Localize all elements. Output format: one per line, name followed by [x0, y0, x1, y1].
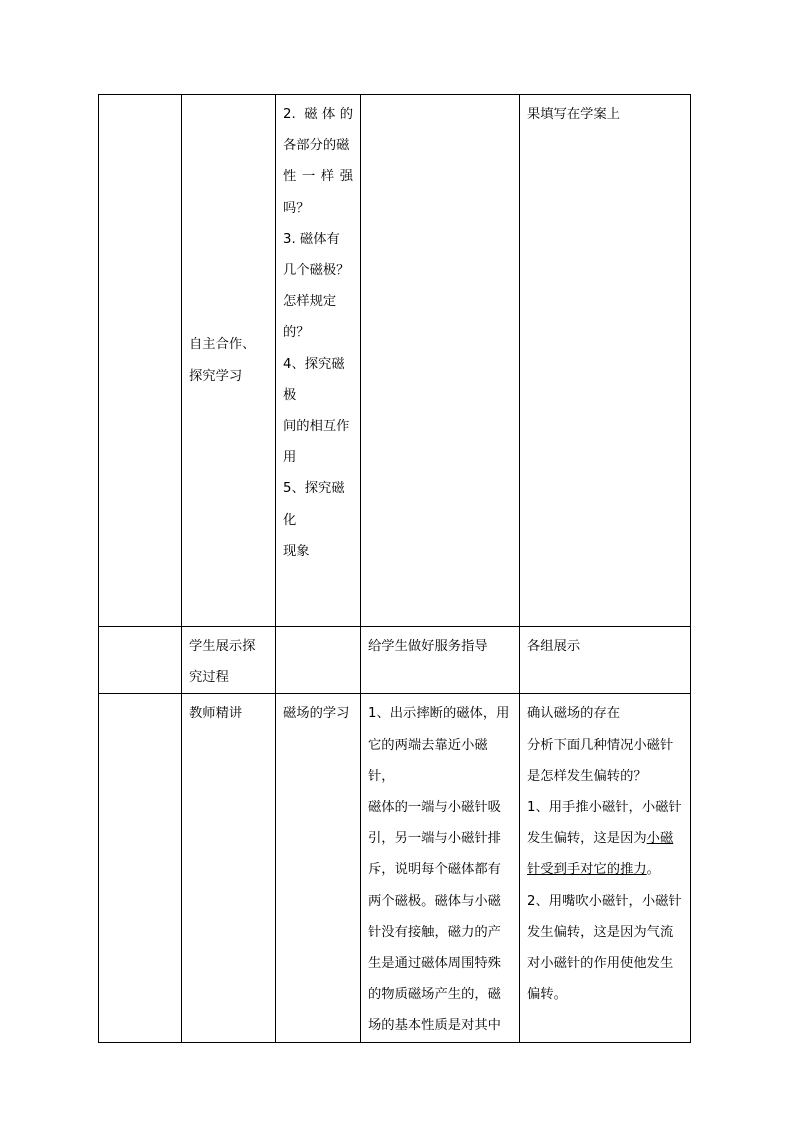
- teacher-line: 场的基本性质是对其中: [368, 1018, 501, 1034]
- teacher-cell: [361, 627, 520, 694]
- stage-cell: [182, 95, 276, 627]
- content-line: 间的相互作: [283, 419, 350, 435]
- student-line: 1、用手推小磁针，小磁针: [527, 800, 682, 816]
- stage-label: 学生展示探究过程: [189, 639, 256, 686]
- teacher-line: 的物质磁场产生的，磁: [368, 987, 501, 1003]
- content-line: 性一样强: [283, 169, 353, 185]
- teacher-line: 磁体的一端与小磁针吸: [368, 800, 501, 816]
- teacher-line: 引，另一端与小磁针排: [368, 831, 501, 847]
- table-row: [99, 95, 691, 627]
- content-line: 4、探究磁极: [283, 356, 345, 403]
- student-line: 分析下面几种情况小磁针: [527, 737, 674, 753]
- teacher-cell: [361, 95, 520, 627]
- blank-cell: [99, 95, 182, 627]
- table-row: [99, 627, 691, 694]
- table-row: [99, 694, 691, 1042]
- student-cell: [520, 95, 691, 627]
- stage-label: 自主合作、探究学习: [189, 337, 256, 384]
- content-cell: [276, 694, 361, 1042]
- teacher-text: 给学生做好服务指导: [368, 639, 488, 654]
- content-line: 怎样规定: [283, 294, 337, 310]
- lesson-plan-table: [98, 94, 691, 1043]
- underlined-answer: 针受到手对它的推力: [527, 862, 647, 878]
- student-text: 各组展示: [527, 639, 581, 654]
- student-line: 确认磁场的存在: [527, 706, 621, 722]
- content-text: 磁场的学习: [283, 706, 350, 722]
- student-cell: [520, 694, 691, 1042]
- teacher-line: 斥，说明每个磁体都有: [368, 862, 501, 878]
- student-line-part: 。: [646, 862, 660, 878]
- teacher-line: 针没有接触，磁力的产: [368, 924, 501, 940]
- content-line: 用: [283, 450, 297, 466]
- teacher-line: 两个磁极。磁体与小磁: [368, 893, 501, 909]
- stage-cell: [182, 627, 276, 694]
- student-text: 果填写在学案上: [527, 107, 621, 122]
- content-line: 5、探究磁化: [283, 481, 345, 528]
- content-line: 吗？: [283, 200, 310, 216]
- student-line: 发生偏转，这是因为气流: [527, 924, 674, 940]
- content-line: 3. 磁体有: [283, 231, 340, 247]
- teacher-cell: [361, 694, 520, 1042]
- stage-cell: [182, 694, 276, 1042]
- student-line: 是怎样发生偏转的？: [527, 768, 647, 784]
- student-line: [527, 854, 683, 885]
- blank-cell: [99, 627, 182, 694]
- student-line-part: 发生偏转，这是因为: [527, 831, 647, 847]
- student-cell: [520, 627, 691, 694]
- content-line: 各部分的磁: [283, 138, 350, 154]
- stage-label: 教师精讲: [189, 706, 243, 722]
- blank-cell: [99, 694, 182, 1042]
- teacher-line: 它的两端去靠近小磁针，: [368, 737, 488, 784]
- content-line: 2. 磁体的: [283, 107, 353, 122]
- content-cell: [276, 95, 361, 627]
- teacher-line: 生是通过磁体周围特殊: [368, 956, 501, 972]
- student-line: [527, 823, 683, 854]
- content-line: 的？: [283, 325, 310, 341]
- content-line: 现象: [283, 543, 310, 559]
- student-line: 偏转。: [527, 987, 567, 1003]
- student-line: 2、用嘴吹小磁针，小磁针: [527, 893, 682, 909]
- content-cell: [276, 627, 361, 694]
- underlined-answer: 小磁: [646, 831, 674, 847]
- teacher-line: 1、出示摔断的磁体，用: [368, 706, 510, 722]
- student-line: 对小磁针的作用使他发生: [527, 956, 674, 972]
- content-line: 几个磁极？: [283, 263, 350, 279]
